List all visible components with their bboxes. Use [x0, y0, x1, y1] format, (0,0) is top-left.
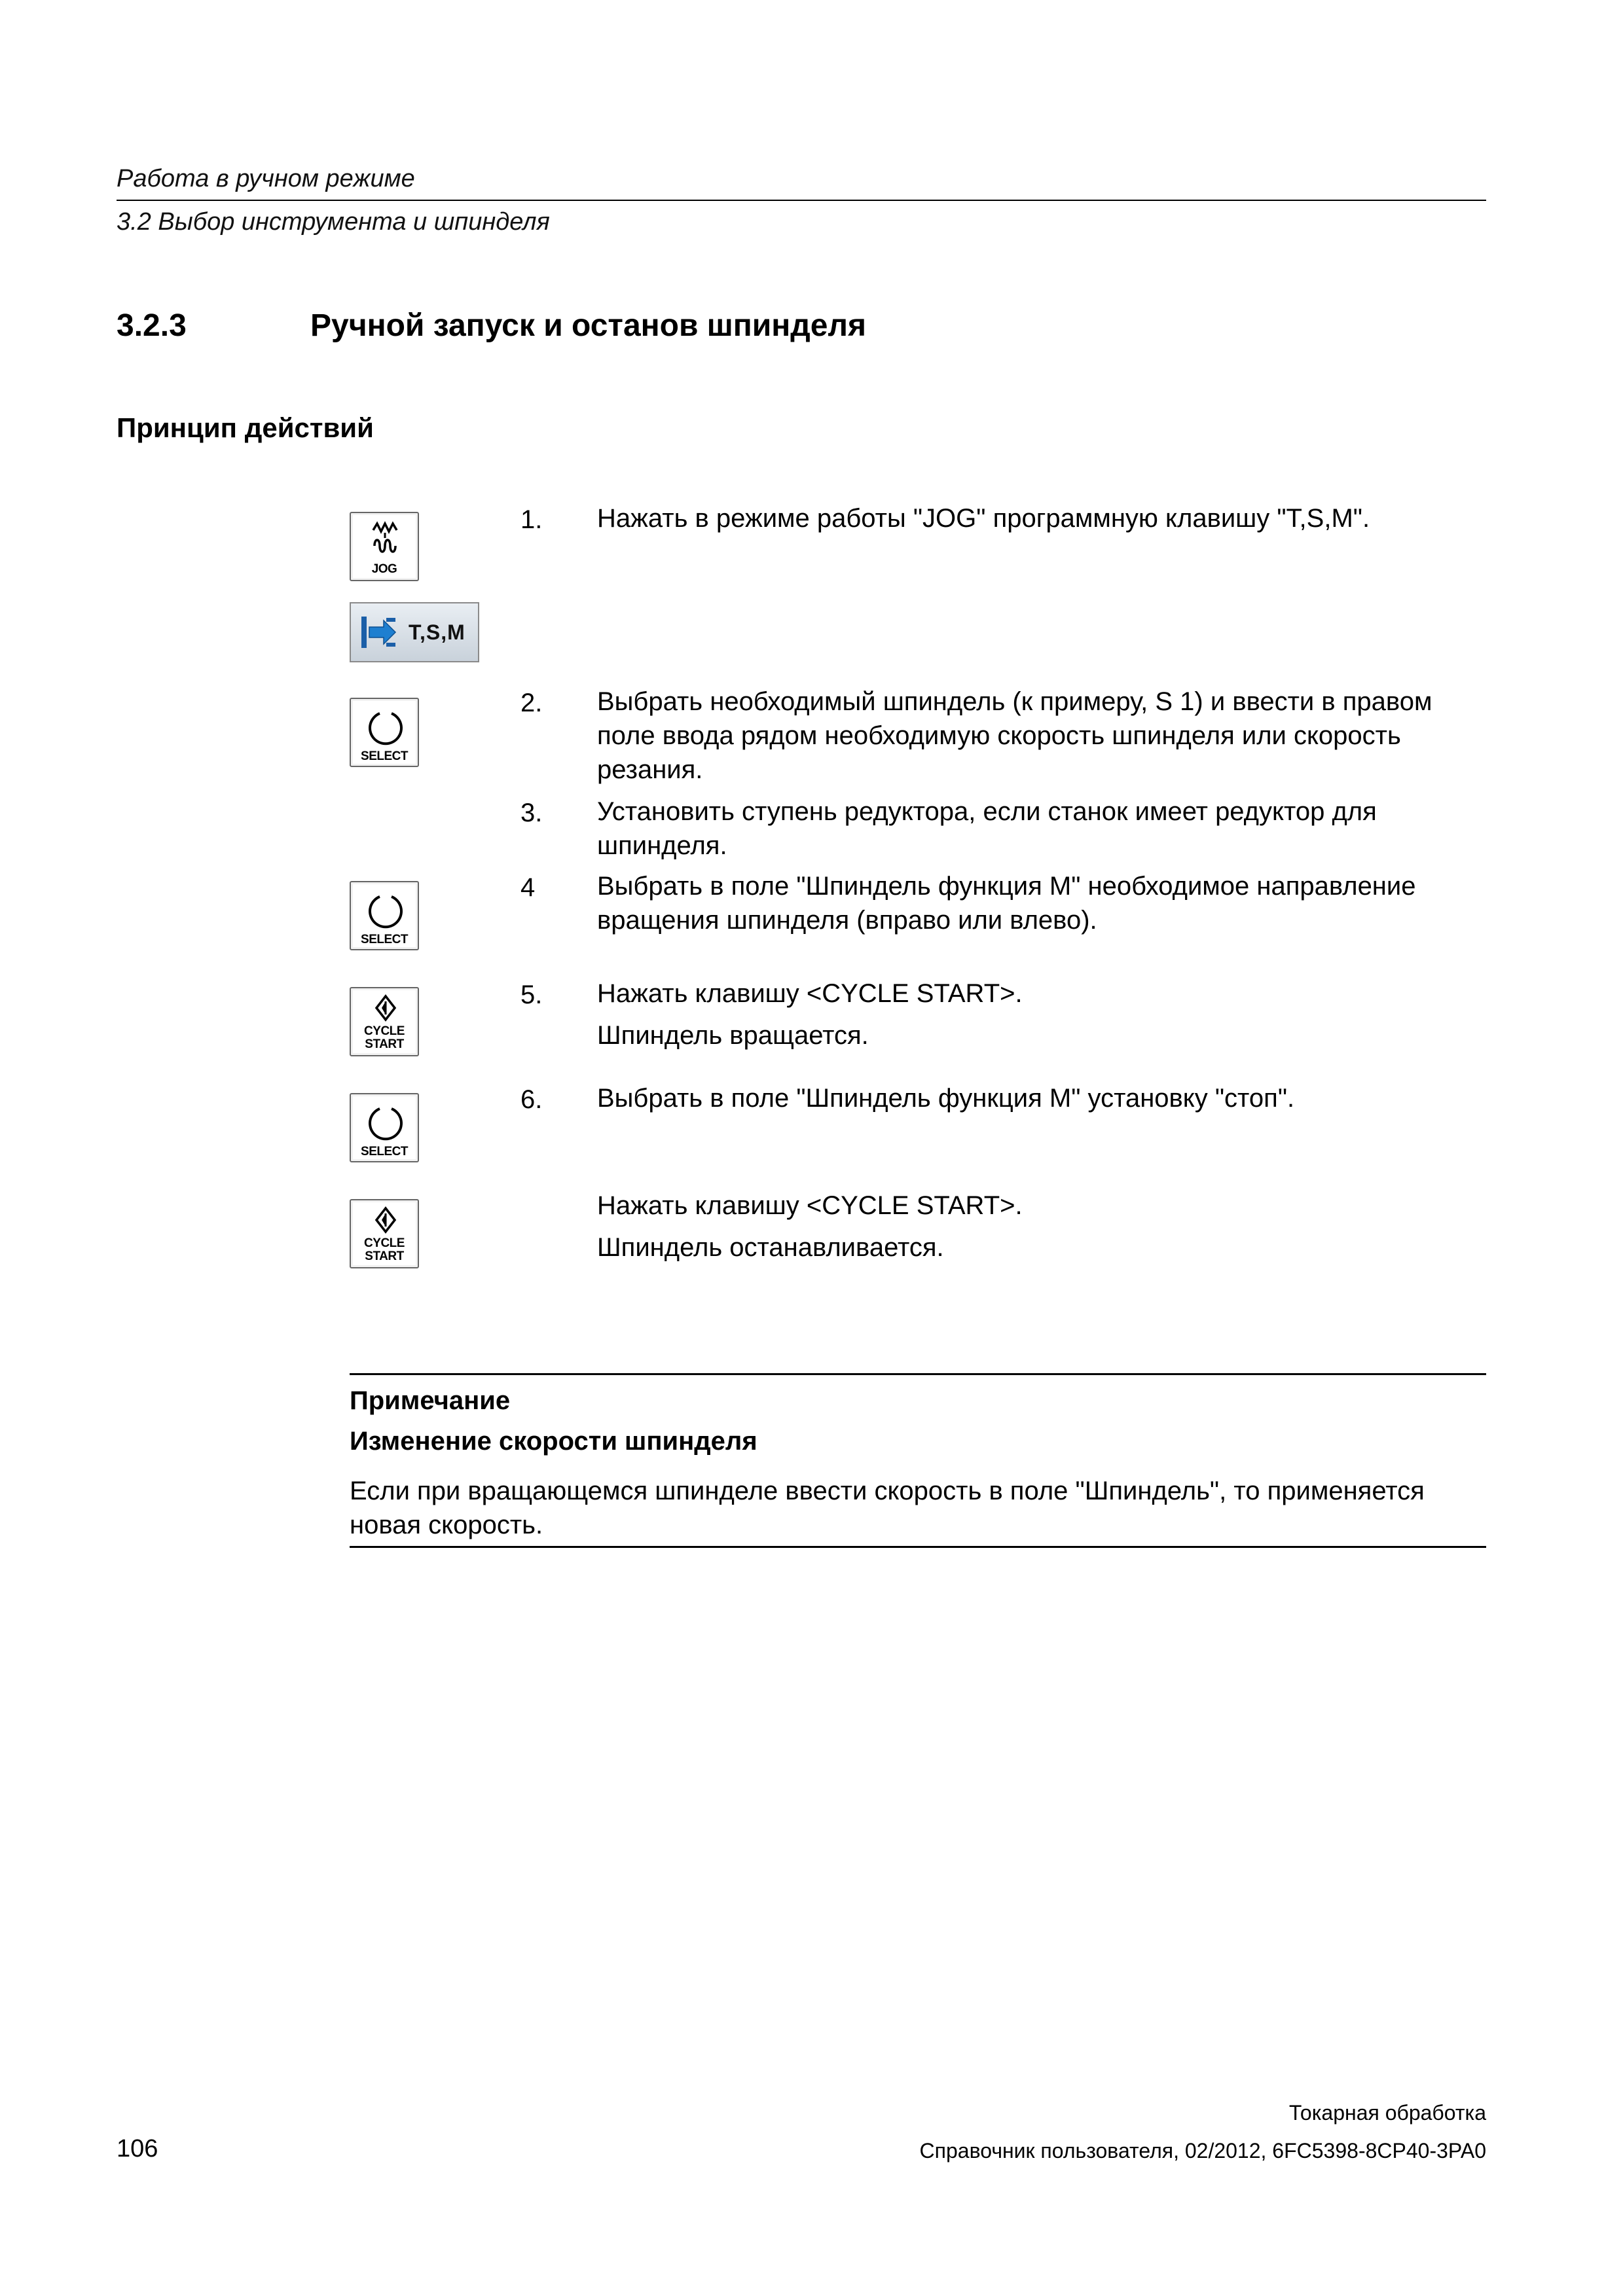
step-result: Шпиндель вращается.: [597, 1021, 869, 1050]
jog-key-icon: [350, 512, 419, 581]
select-key-icon: [350, 698, 419, 767]
step-number: 6.: [520, 1085, 543, 1114]
select-key-icon: [350, 1093, 419, 1162]
section-title: Ручной запуск и останов шпинделя: [310, 308, 866, 343]
step-number: 1.: [520, 505, 543, 534]
step-number: 4: [520, 873, 536, 902]
select-key-label: SELECT: [361, 933, 408, 946]
running-header-chapter: Работа в ручном режиме: [117, 165, 415, 192]
step-text: Нажать в режиме работы "JOG" программную клавишу "T,S,M".: [597, 504, 1370, 533]
tsm-softkey-icon: [350, 602, 479, 662]
page-number: 106: [117, 2135, 158, 2162]
cycle-start-key-icon: [350, 1199, 419, 1268]
step-text: Нажать клавишу <CYCLE START>.: [597, 979, 1023, 1008]
step-text: Нажать клавишу <CYCLE START>.: [597, 1191, 1023, 1220]
running-header-section: 3.2 Выбор инструмента и шпинделя: [117, 208, 550, 236]
note-rule-bottom: [350, 1546, 1486, 1548]
note-label: Примечание: [350, 1386, 511, 1415]
step-number: 3.: [520, 798, 543, 827]
select-key-icon: [350, 881, 419, 950]
tsm-arrow-icon: [355, 603, 407, 661]
step-text: Установить ступень редуктора, если станок имеет редуктор для шпинделя.: [597, 797, 1377, 860]
step-text: Выбрать в поле "Шпиндель функция М" необходимое направление вращения шпинделя (вправо или влево).: [597, 872, 1416, 935]
select-key-label: SELECT: [361, 749, 408, 763]
step-number: 2.: [520, 689, 543, 717]
step-text: Выбрать необходимый шпиндель (к примеру, S 1) и ввести в правом поле ввода рядом необходимую скорость шпинделя или скорость резания.: [597, 687, 1432, 784]
cycle-start-label-line1: CYCLE: [364, 1236, 405, 1250]
jog-key-label: JOG: [371, 562, 397, 576]
note-rule-top: [350, 1373, 1486, 1375]
header-rule: [117, 200, 1486, 201]
cycle-start-label-line1: CYCLE: [364, 1024, 405, 1038]
section-number: 3.2.3: [117, 308, 187, 343]
step-text: Выбрать в поле "Шпиндель функция М" установку "стоп".: [597, 1084, 1295, 1113]
cycle-start-label-line2: START: [365, 1249, 404, 1263]
step-result: Шпиндель останавливается.: [597, 1233, 944, 1262]
procedure-heading: Принцип действий: [117, 412, 374, 443]
note-title: Изменение скорости шпинделя: [350, 1427, 757, 1456]
cycle-start-key-icon: [350, 987, 419, 1056]
tsm-softkey-label: T,S,M: [409, 620, 465, 644]
select-key-label: SELECT: [361, 1145, 408, 1158]
footer-reference: Справочник пользователя, 02/2012, 6FC5398-8CP40-3PA0: [919, 2139, 1486, 2162]
note-body: Если при вращающемся шпинделе ввести скорость в поле "Шпиндель", то применяется новая скорость.: [350, 1477, 1425, 1539]
step-number: 5.: [520, 980, 543, 1009]
footer-book-title: Токарная обработка: [1288, 2101, 1486, 2125]
cycle-start-label-line2: START: [365, 1037, 404, 1051]
